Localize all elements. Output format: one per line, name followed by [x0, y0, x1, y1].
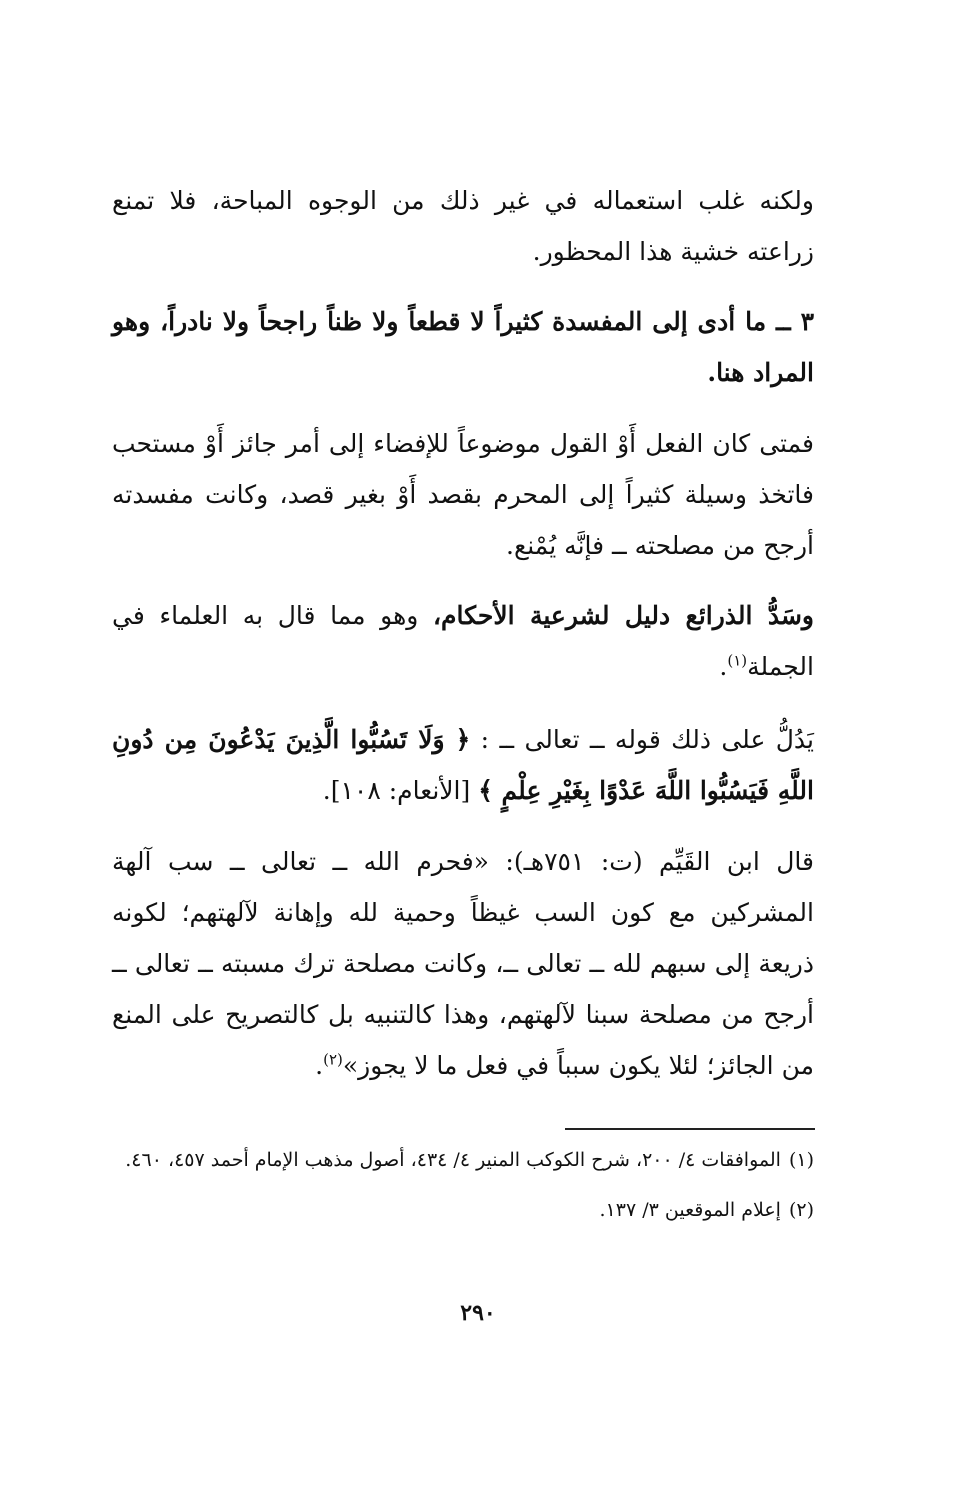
footnote-separator [565, 1128, 815, 1130]
footnote-item [112, 1192, 814, 1228]
paragraph-ibn-qayyim-quote [112, 836, 814, 1091]
sadd-dharai-end: . [719, 652, 728, 681]
paragraph-sadd-dharai [112, 590, 814, 692]
footnote-ref-1[interactable]: (١) [727, 651, 748, 670]
quote-end: . [315, 1051, 324, 1080]
footnote-item [112, 1142, 814, 1178]
evidence-intro: يَدُلُّ على ذلك قوله ــ تعالى ــ : [470, 725, 814, 754]
quote-text: قال ابن القَيِّم (ت: ٧٥١هـ): «فحرم الله ــ تعالى ــ سب آلهة المشركين مع كون السب غيظاً وحمية لله وإهانة لآلهتهم؛ لكونه ذريعة إلى سبهم لله ــ تعالى ــ، وكانت مصلحة ترك مسبته ــ تعالى ــ أرجح من مصلحة سبنا لآلهتهم، وهذا كالتنبيه بل كالتصريح على المنع من الجائز؛ لئلا يكون سبباً في فعل ما لا يجوز» [112, 847, 814, 1080]
sadd-dharai-heading: وسَدُّ الذرائع دليل لشرعية الأحكام، [432, 601, 814, 630]
footnote-number: (١) [788, 1149, 814, 1171]
paragraph-continuation: ولكنه غلب استعماله في غير ذلك من الوجوه المباحة، فلا تمنع زراعته خشية هذا المحظور. [112, 186, 814, 266]
paragraph-definition: فمتى كان الفعل أَوْ القول موضوعاً للإفضاء إلى أمر جائز أَوْ مستحب فاتخذ وسيلة كثيراً إلى المحرم بقصد أَوْ بغير قصد، وكانت مفسدته أرجح من مصلحته ــ فإنَّه يُمْنع. [112, 429, 814, 560]
footnote-number: (٢) [788, 1199, 814, 1221]
paragraph-evidence [112, 714, 814, 816]
footnote-text: الموافقات ٤/ ٢٠٠، شرح الكوكب المنير ٤/ ٤٣٤، أصول مذهب الإمام أحمد ٤٥٧، ٤٦٠. [125, 1149, 781, 1171]
footnote-ref-2[interactable]: (٢) [323, 1050, 343, 1069]
sadd-dharai-text: وهو مما قال به العلماء في الجملة [112, 601, 814, 681]
quran-verse: ﴿ وَلَا تَسُبُّوا الَّذِينَ يَدْعُونَ مِن دُونِ اللَّهِ فَيَسُبُّوا اللَّهَ عَدْوًا بِغَيْرِ عِلْمٍ ﴾ [112, 725, 814, 805]
paragraph-third-category: ٣ ــ ما أدى إلى المفسدة كثيراً لا قطعاً ولا ظناً راجحاً ولا نادراً، وهو المراد هنا. [112, 307, 814, 387]
footnotes [112, 1142, 814, 1228]
page-number: ٢٩٠ [460, 1300, 496, 1326]
verse-citation: [الأنعام: ١٠٨]. [322, 776, 479, 805]
footnote-text: إعلام الموقعين ٣/ ١٣٧. [599, 1199, 781, 1221]
